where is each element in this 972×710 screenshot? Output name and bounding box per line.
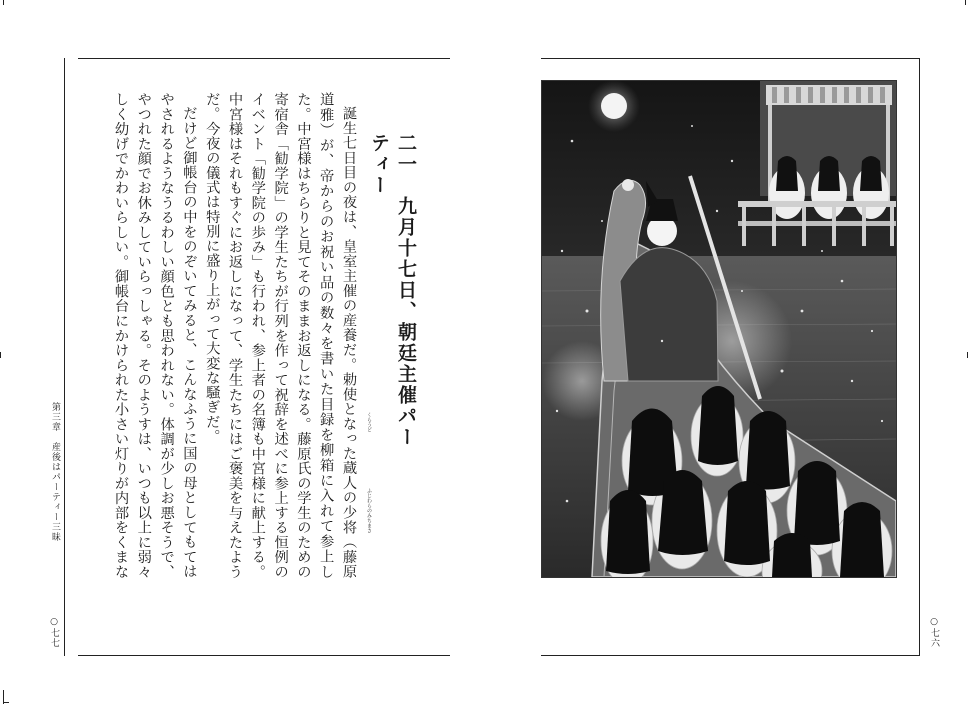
right-page-top-rule [541, 58, 919, 59]
paragraph-2: だけど御帳台の中をのぞいてみると、こんなふうに国の母としてもてはやされるようなうるわしい顔色とも思われない。体調が少しお悪そうで、やつれた顔でお休みしていらっしゃる。そのようすは、いつも以上に弱々しく幼げでかわいらしい。御帳台にかけられた小さい灯りが内部をくまな [113, 92, 198, 579]
crop-mark-right-mid [967, 352, 968, 358]
body-text [110, 92, 360, 579]
folio-left: ○七七 [49, 617, 59, 648]
crop-mark-left [0, 352, 1, 358]
night-river-boat-procession-illustration [541, 80, 897, 578]
left-page-bottom-rule [78, 655, 450, 656]
crop-mark-left-top [3, 0, 4, 5]
right-page-margin-rule [919, 58, 920, 656]
ruby-fujiwara-michimasa: ふじわらのみちまさ [366, 488, 372, 533]
ruby-kuraudo: くらうど [366, 412, 372, 432]
right-page-bottom-rule [541, 655, 919, 656]
paragraph-1: 誕生七日目の夜は、皇室主催の産養だ。勅使となった蔵人の少将（藤原道雅）が、帝からのお祝い品の数々を書いた目録を柳箱に入れて参上した。中宮様はちらりと見てそのままお返しになる。藤原氏の学生のための寄宿舎「勧学院」の学生たちが行列を作って祝辞を述べに参上する恒例のイベント「勧学院の歩み」も行われ、参上者の名簿も中宮様に献上する。中宮様はそれもすぐにお返しになって、学生たちにはご褒美を与えたようだ。今夜の儀式は特別に盛り上がって大変な騒ぎだ。 [204, 92, 357, 579]
running-head: 第三章 産後はパーティー三昧 [50, 402, 60, 542]
crop-mark-right-top [965, 0, 966, 5]
chapter-title: 二一 九月十七日、朝廷主催パーティー [368, 133, 417, 448]
folio-right: ○七六 [929, 617, 939, 648]
left-page-margin-rule [64, 58, 65, 656]
crop-mark-left-bottom-h [3, 702, 9, 703]
left-page-top-rule [78, 58, 450, 59]
